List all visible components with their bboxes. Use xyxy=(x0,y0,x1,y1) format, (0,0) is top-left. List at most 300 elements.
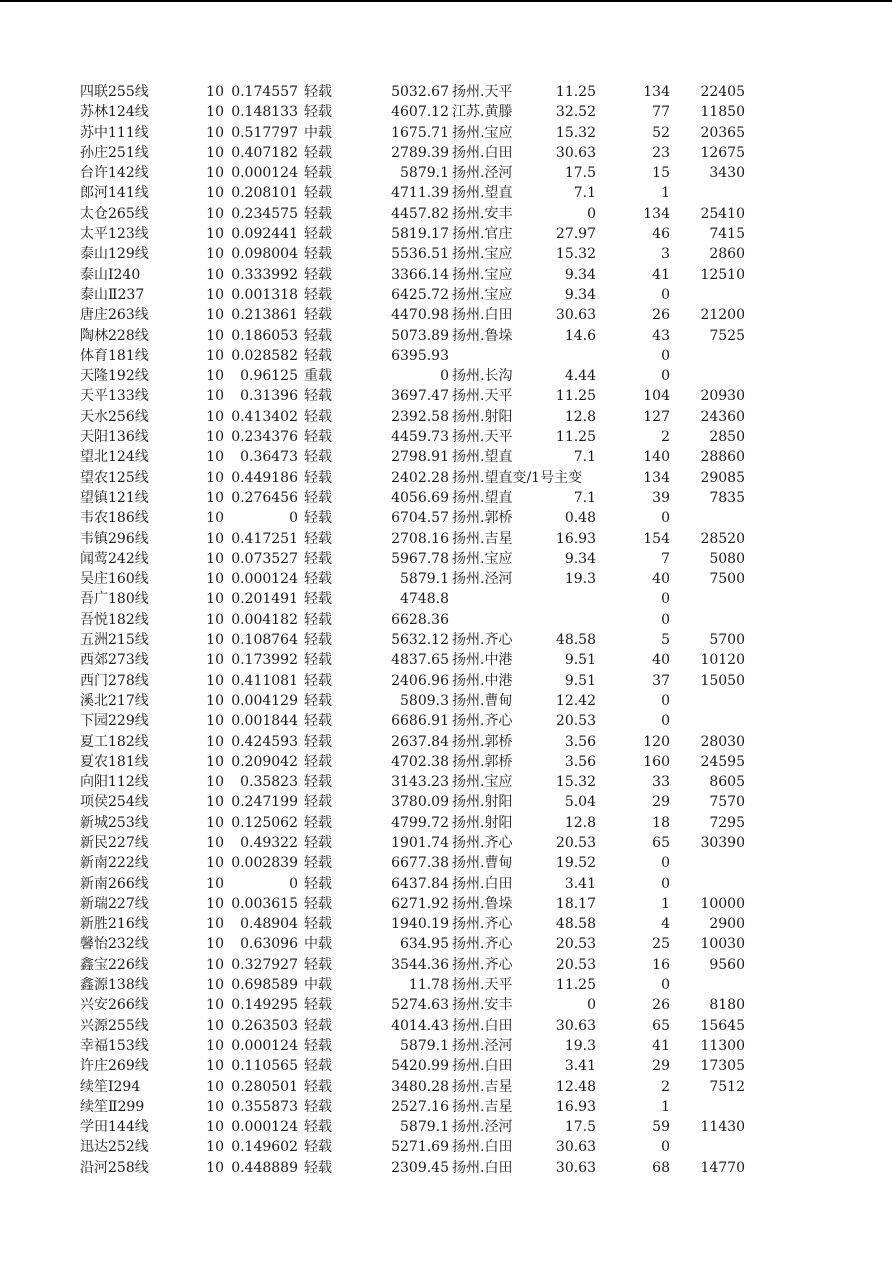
cell-rate: 0.417251 xyxy=(231,530,298,547)
cell-rate: 0.413402 xyxy=(231,408,298,425)
cell-total: 10000 xyxy=(700,895,745,912)
cell-name: 兴源255线 xyxy=(80,1017,149,1034)
cell-status: 轻载 xyxy=(304,1119,332,1136)
cell-rate: 0.449186 xyxy=(231,469,298,486)
cell-status: 轻载 xyxy=(304,611,332,628)
cell-name: 新瑞227线 xyxy=(80,895,149,912)
table-row xyxy=(0,914,892,934)
cell-count: 52 xyxy=(652,124,670,141)
cell-status: 轻载 xyxy=(304,692,332,709)
cell-volt: 10 xyxy=(206,104,224,121)
cell-count: 65 xyxy=(652,1017,670,1034)
cell-volt: 10 xyxy=(206,672,224,689)
cell-volt: 10 xyxy=(206,1119,224,1136)
cell-value: 6437.84 xyxy=(391,875,449,892)
cell-status: 轻载 xyxy=(304,327,332,344)
cell-loc: 扬州.安丰 xyxy=(452,997,513,1014)
cell-dist: 15.32 xyxy=(555,774,596,791)
table-row xyxy=(0,143,892,163)
table-row xyxy=(0,123,892,143)
cell-status: 轻载 xyxy=(304,165,332,182)
cell-name: 五洲215线 xyxy=(80,632,149,649)
cell-loc: 扬州.射阳 xyxy=(452,408,513,425)
cell-total: 20365 xyxy=(700,124,745,141)
cell-volt: 10 xyxy=(206,794,224,811)
cell-name: 沿河258线 xyxy=(80,1159,149,1176)
table-row xyxy=(0,224,892,244)
cell-name: 吾广180线 xyxy=(80,591,149,608)
cell-dist: 9.34 xyxy=(564,286,596,303)
table-row xyxy=(0,813,892,833)
cell-value: 5879.1 xyxy=(400,1037,449,1054)
cell-rate: 0.234376 xyxy=(231,429,298,446)
cell-dist: 0 xyxy=(587,205,596,222)
cell-dist: 7.1 xyxy=(573,489,596,506)
table-row xyxy=(0,305,892,325)
cell-name: 兴安266线 xyxy=(80,997,149,1014)
cell-loc: 扬州.郭桥 xyxy=(452,510,513,527)
cell-rate: 0.213861 xyxy=(231,307,298,324)
cell-total: 7415 xyxy=(709,226,745,243)
cell-dist: 15.32 xyxy=(555,124,596,141)
cell-status: 轻载 xyxy=(304,530,332,547)
cell-value: 4711.39 xyxy=(391,185,449,202)
cell-rate: 0.333992 xyxy=(231,266,298,283)
table-row xyxy=(0,285,892,305)
cell-loc: 扬州.齐心 xyxy=(452,632,513,649)
table-row xyxy=(0,772,892,792)
cell-status: 轻载 xyxy=(304,1058,332,1075)
table-row xyxy=(0,1158,892,1178)
cell-dist: 15.32 xyxy=(555,246,596,263)
cell-dist: 30.63 xyxy=(555,1159,596,1176)
cell-total: 22405 xyxy=(700,84,745,100)
cell-volt: 10 xyxy=(206,733,224,750)
cell-value: 5819.17 xyxy=(391,226,449,243)
cell-volt: 10 xyxy=(206,327,224,344)
cell-count: 0 xyxy=(661,977,670,994)
cell-volt: 10 xyxy=(206,1017,224,1034)
cell-dist: 18.17 xyxy=(555,895,596,912)
table-row xyxy=(0,792,892,812)
cell-name: 四联255线 xyxy=(80,84,149,100)
cell-count: 43 xyxy=(652,327,670,344)
table-row xyxy=(0,1137,892,1157)
cell-name: 吴庄160线 xyxy=(80,571,149,588)
cell-count: 7 xyxy=(661,550,670,567)
cell-rate: 0.424593 xyxy=(231,733,298,750)
cell-total: 12510 xyxy=(700,266,745,283)
cell-status: 轻载 xyxy=(304,814,332,831)
cell-loc: 扬州.长沟 xyxy=(452,368,513,385)
cell-loc: 扬州.齐心 xyxy=(452,713,513,730)
table-row xyxy=(0,732,892,752)
cell-dist: 30.63 xyxy=(555,307,596,324)
cell-value: 6677.38 xyxy=(391,855,449,872)
cell-count: 134 xyxy=(643,205,670,222)
cell-count: 29 xyxy=(652,794,670,811)
cell-total: 8605 xyxy=(709,774,745,791)
cell-count: 0 xyxy=(661,286,670,303)
cell-value: 3544.36 xyxy=(391,956,449,973)
cell-value: 5879.1 xyxy=(400,165,449,182)
table-row xyxy=(0,934,892,954)
cell-name: 溪北217线 xyxy=(80,692,149,709)
cell-status: 轻载 xyxy=(304,226,332,243)
cell-rate: 0.327927 xyxy=(231,956,298,973)
cell-name: 泰山Ⅱ237 xyxy=(80,286,145,303)
cell-rate: 0.000124 xyxy=(231,1037,298,1054)
cell-volt: 10 xyxy=(206,875,224,892)
cell-rate: 0.110565 xyxy=(231,1058,298,1075)
cell-volt: 10 xyxy=(206,185,224,202)
cell-count: 3 xyxy=(661,246,670,263)
cell-dist: 3.56 xyxy=(564,753,596,770)
cell-dist: 20.53 xyxy=(555,834,596,851)
cell-total: 17305 xyxy=(700,1058,745,1075)
cell-total: 11430 xyxy=(700,1119,745,1136)
cell-value: 5420.99 xyxy=(391,1058,449,1075)
cell-value: 1675.71 xyxy=(391,124,449,141)
cell-volt: 10 xyxy=(206,571,224,588)
cell-count: 2 xyxy=(661,1078,670,1095)
cell-value: 0 xyxy=(440,368,449,385)
cell-dist: 17.5 xyxy=(564,165,596,182)
cell-rate: 0.208101 xyxy=(231,185,298,202)
cell-volt: 10 xyxy=(206,855,224,872)
cell-dist: 12.42 xyxy=(555,692,596,709)
cell-rate: 0.001844 xyxy=(231,713,298,730)
cell-value: 5032.67 xyxy=(391,84,449,100)
cell-loc: 扬州.白田 xyxy=(452,1139,513,1156)
cell-rate: 0.49322 xyxy=(240,834,298,851)
cell-name: 夏农181线 xyxy=(80,753,149,770)
cell-loc: 扬州.天平 xyxy=(452,429,513,446)
cell-count: 0 xyxy=(661,347,670,364)
cell-status: 轻载 xyxy=(304,1098,332,1115)
cell-dist: 20.53 xyxy=(555,936,596,953)
cell-count: 0 xyxy=(661,591,670,608)
cell-value: 11.78 xyxy=(408,977,449,994)
cell-count: 25 xyxy=(652,936,670,953)
table-row xyxy=(0,163,892,183)
cell-volt: 10 xyxy=(206,774,224,791)
cell-count: 1 xyxy=(661,1098,670,1115)
cell-volt: 10 xyxy=(206,510,224,527)
cell-volt: 10 xyxy=(206,936,224,953)
cell-value: 5879.1 xyxy=(400,571,449,588)
cell-loc: 扬州.白田 xyxy=(452,307,513,324)
cell-volt: 10 xyxy=(206,469,224,486)
cell-dist: 12.8 xyxy=(564,408,596,425)
cell-dist: 30.63 xyxy=(555,144,596,161)
cell-name: 幸福153线 xyxy=(80,1037,149,1054)
cell-value: 1901.74 xyxy=(391,834,449,851)
cell-rate: 0.028582 xyxy=(231,347,298,364)
cell-count: 5 xyxy=(661,632,670,649)
cell-total: 24360 xyxy=(700,408,745,425)
cell-name: 新胜216线 xyxy=(80,916,149,933)
cell-dist: 4.44 xyxy=(564,368,596,385)
cell-name: 西门278线 xyxy=(80,672,149,689)
cell-total: 9560 xyxy=(709,956,745,973)
cell-total: 12675 xyxy=(700,144,745,161)
cell-rate: 0.411081 xyxy=(231,672,298,689)
cell-loc: 扬州.齐心 xyxy=(452,936,513,953)
cell-rate: 0 xyxy=(289,875,298,892)
cell-total: 5700 xyxy=(709,632,745,649)
cell-total: 15050 xyxy=(700,672,745,689)
cell-dist: 32.52 xyxy=(555,104,596,121)
cell-rate: 0.000124 xyxy=(231,571,298,588)
cell-total: 28030 xyxy=(700,733,745,750)
cell-dist: 27.97 xyxy=(555,226,596,243)
cell-count: 1 xyxy=(661,895,670,912)
table-row xyxy=(0,1036,892,1056)
cell-loc: 扬州.泾河 xyxy=(452,1037,513,1054)
cell-status: 轻载 xyxy=(304,855,332,872)
cell-volt: 10 xyxy=(206,1159,224,1176)
cell-name: 新城253线 xyxy=(80,814,149,831)
cell-rate: 0.48904 xyxy=(240,916,298,933)
cell-loc: 扬州.曹甸 xyxy=(452,692,513,709)
cell-name: 唐庄263线 xyxy=(80,307,149,324)
table-row xyxy=(0,447,892,467)
cell-status: 轻载 xyxy=(304,84,332,100)
table-row xyxy=(0,975,892,995)
cell-value: 4799.72 xyxy=(391,814,449,831)
table-row xyxy=(0,183,892,203)
cell-value: 2309.45 xyxy=(391,1159,449,1176)
cell-count: 1 xyxy=(661,185,670,202)
cell-volt: 10 xyxy=(206,449,224,466)
cell-name: 学田144线 xyxy=(80,1119,149,1136)
table-row xyxy=(0,671,892,691)
cell-volt: 10 xyxy=(206,246,224,263)
cell-status: 轻载 xyxy=(304,1139,332,1156)
cell-loc: 扬州.鲁垛 xyxy=(452,895,513,912)
cell-loc: 扬州.齐心 xyxy=(452,916,513,933)
cell-status: 轻载 xyxy=(304,632,332,649)
cell-count: 59 xyxy=(652,1119,670,1136)
cell-rate: 0.004129 xyxy=(231,692,298,709)
cell-loc: 扬州.宝应 xyxy=(452,550,513,567)
cell-status: 轻载 xyxy=(304,246,332,263)
cell-loc: 扬州.泾河 xyxy=(452,1119,513,1136)
cell-value: 4702.38 xyxy=(391,753,449,770)
cell-total: 28860 xyxy=(700,449,745,466)
cell-volt: 10 xyxy=(206,834,224,851)
cell-volt: 10 xyxy=(206,489,224,506)
cell-volt: 10 xyxy=(206,632,224,649)
cell-name: 台许142线 xyxy=(80,165,149,182)
cell-rate: 0.407182 xyxy=(231,144,298,161)
cell-value: 2798.91 xyxy=(391,449,449,466)
cell-name: 韦镇296线 xyxy=(80,530,149,547)
cell-name: 夏工182线 xyxy=(80,733,149,750)
cell-volt: 10 xyxy=(206,997,224,1014)
table-row xyxy=(0,874,892,894)
cell-rate: 0.276456 xyxy=(231,489,298,506)
cell-count: 18 xyxy=(652,814,670,831)
cell-volt: 10 xyxy=(206,550,224,567)
cell-name: 新南222线 xyxy=(80,855,149,872)
cell-loc: 扬州.吉星 xyxy=(452,530,513,547)
table-row xyxy=(0,326,892,346)
cell-status: 轻载 xyxy=(304,875,332,892)
cell-status: 重载 xyxy=(304,368,332,385)
cell-name: 太平123线 xyxy=(80,226,149,243)
cell-dist: 7.1 xyxy=(573,449,596,466)
table-row xyxy=(0,265,892,285)
cell-count: 0 xyxy=(661,368,670,385)
cell-loc: 扬州.官庄 xyxy=(452,226,513,243)
cell-rate: 0.092441 xyxy=(231,226,298,243)
cell-value: 5967.78 xyxy=(391,550,449,567)
cell-count: 4 xyxy=(661,916,670,933)
cell-value: 6395.93 xyxy=(391,347,449,364)
cell-dist: 20.53 xyxy=(555,956,596,973)
cell-volt: 10 xyxy=(206,753,224,770)
cell-count: 26 xyxy=(652,307,670,324)
table-row xyxy=(0,82,892,102)
cell-volt: 10 xyxy=(206,916,224,933)
cell-status: 轻载 xyxy=(304,1017,332,1034)
cell-value: 6686.91 xyxy=(391,713,449,730)
cell-volt: 10 xyxy=(206,205,224,222)
cell-loc: 江苏.黄滕 xyxy=(452,104,513,121)
cell-loc: 扬州.宝应 xyxy=(452,266,513,283)
cell-rate: 0.36473 xyxy=(240,449,298,466)
cell-loc: 扬州.宝应 xyxy=(452,246,513,263)
cell-name: 项侯254线 xyxy=(80,794,149,811)
table-row xyxy=(0,529,892,549)
cell-status: 轻载 xyxy=(304,713,332,730)
cell-dist: 16.93 xyxy=(555,1098,596,1115)
cell-total: 20930 xyxy=(700,388,745,405)
table-row xyxy=(0,955,892,975)
table-row xyxy=(0,569,892,589)
cell-loc: 扬州.射阳 xyxy=(452,794,513,811)
cell-name: 陶林228线 xyxy=(80,327,149,344)
cell-loc: 扬州.白田 xyxy=(452,1017,513,1034)
table-row xyxy=(0,1117,892,1137)
cell-rate: 0.125062 xyxy=(231,814,298,831)
cell-value: 5274.63 xyxy=(391,997,449,1014)
cell-dist: 20.53 xyxy=(555,713,596,730)
cell-value: 2527.16 xyxy=(391,1098,449,1115)
cell-status: 轻载 xyxy=(304,550,332,567)
cell-value: 2402.28 xyxy=(391,469,449,486)
cell-status: 轻载 xyxy=(304,652,332,669)
cell-volt: 10 xyxy=(206,307,224,324)
cell-loc: 扬州.吉星 xyxy=(452,1098,513,1115)
cell-total: 11300 xyxy=(700,1037,745,1054)
cell-name: 天隆192线 xyxy=(80,368,149,385)
cell-name: 郎河141线 xyxy=(80,185,149,202)
cell-name: 新南266线 xyxy=(80,875,149,892)
cell-name: 天水256线 xyxy=(80,408,149,425)
cell-loc: 扬州.曹甸 xyxy=(452,855,513,872)
cell-count: 26 xyxy=(652,997,670,1014)
cell-status: 轻载 xyxy=(304,733,332,750)
cell-value: 4459.73 xyxy=(391,429,449,446)
cell-name: 天阳136线 xyxy=(80,429,149,446)
cell-value: 6704.57 xyxy=(391,510,449,527)
cell-status: 轻载 xyxy=(304,185,332,202)
cell-volt: 10 xyxy=(206,286,224,303)
cell-rate: 0.31396 xyxy=(240,388,298,405)
cell-status: 轻载 xyxy=(304,307,332,324)
cell-name: 鑫源138线 xyxy=(80,977,149,994)
cell-value: 6425.72 xyxy=(391,286,449,303)
cell-total: 7500 xyxy=(709,571,745,588)
cell-volt: 10 xyxy=(206,814,224,831)
cell-rate: 0.173992 xyxy=(231,652,298,669)
cell-status: 轻载 xyxy=(304,834,332,851)
cell-total: 2860 xyxy=(709,246,745,263)
cell-name: 苏林124线 xyxy=(80,104,149,121)
cell-status: 轻载 xyxy=(304,753,332,770)
cell-total: 10120 xyxy=(700,652,745,669)
cell-status: 轻载 xyxy=(304,408,332,425)
cell-total: 28520 xyxy=(700,530,745,547)
cell-volt: 10 xyxy=(206,713,224,730)
cell-value: 5271.69 xyxy=(391,1139,449,1156)
cell-count: 120 xyxy=(643,733,670,750)
table-row xyxy=(0,995,892,1015)
cell-total: 11850 xyxy=(700,104,745,121)
cell-volt: 10 xyxy=(206,347,224,364)
cell-total: 8180 xyxy=(709,997,745,1014)
cell-total: 7570 xyxy=(709,794,745,811)
cell-rate: 0.448889 xyxy=(231,1159,298,1176)
cell-rate: 0.517797 xyxy=(231,124,298,141)
cell-value: 5632.12 xyxy=(391,632,449,649)
cell-count: 0 xyxy=(661,611,670,628)
cell-volt: 10 xyxy=(206,956,224,973)
cell-value: 6271.92 xyxy=(391,895,449,912)
cell-count: 65 xyxy=(652,834,670,851)
cell-loc: 扬州.望直 xyxy=(452,449,513,466)
cell-loc: 扬州.宝应 xyxy=(452,774,513,791)
cell-dist: 3.41 xyxy=(564,1058,596,1075)
cell-count: 127 xyxy=(643,408,670,425)
cell-total: 7512 xyxy=(709,1078,745,1095)
cell-loc: 扬州.白田 xyxy=(452,1058,513,1075)
cell-total: 30390 xyxy=(700,834,745,851)
cell-status: 轻载 xyxy=(304,774,332,791)
cell-name: 向阳112线 xyxy=(80,774,149,791)
cell-rate: 0.280501 xyxy=(231,1078,298,1095)
cell-count: 134 xyxy=(643,469,670,486)
cell-volt: 10 xyxy=(206,692,224,709)
cell-volt: 10 xyxy=(206,652,224,669)
cell-dist: 9.51 xyxy=(564,672,596,689)
cell-rate: 0.149295 xyxy=(231,997,298,1014)
table-row xyxy=(0,407,892,427)
cell-volt: 10 xyxy=(206,124,224,141)
data-table xyxy=(0,82,892,1178)
cell-dist: 19.52 xyxy=(555,855,596,872)
top-border-line xyxy=(0,0,892,2)
cell-volt: 10 xyxy=(206,1098,224,1115)
cell-status: 轻载 xyxy=(304,286,332,303)
cell-value: 3780.09 xyxy=(391,794,449,811)
cell-volt: 10 xyxy=(206,408,224,425)
cell-dist: 17.5 xyxy=(564,1119,596,1136)
cell-dist: 14.6 xyxy=(564,327,596,344)
